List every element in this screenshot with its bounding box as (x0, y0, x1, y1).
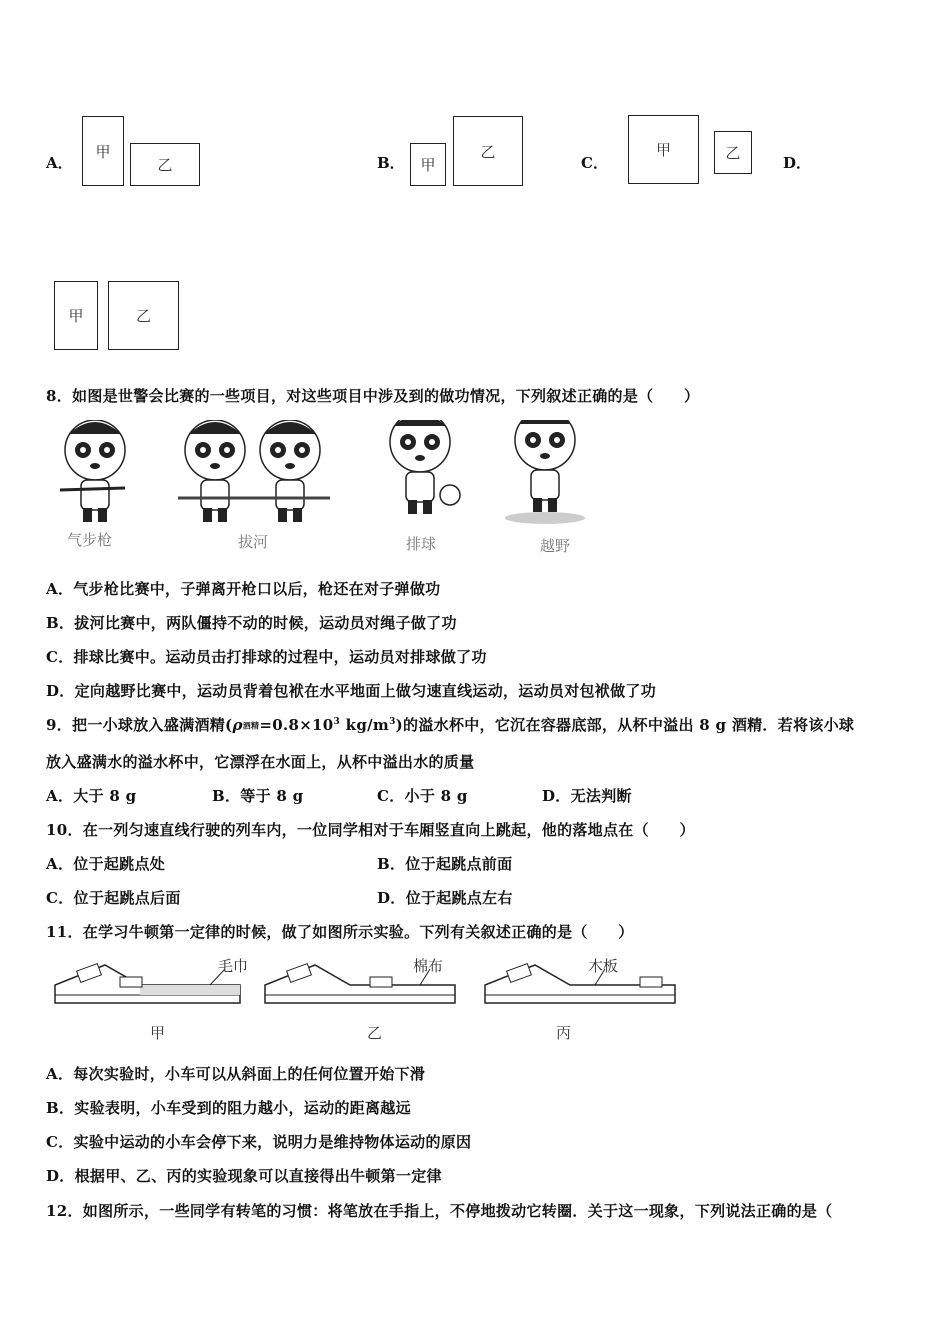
q9-option-b: B．等于 8 g (212, 787, 304, 805)
q8-option-b: B．拔河比赛中，两队僵持不动的时候，运动员对绳子做了功 (46, 614, 457, 632)
surface-towel: 毛巾 (218, 957, 249, 975)
panda-volleyball (390, 420, 460, 514)
q10-option-a: A．位于起跳点处 (46, 855, 166, 873)
q7-d-box-yi: 乙 (108, 281, 179, 350)
panda-orienteering (505, 420, 585, 524)
q7-a-box-jia: 甲 (82, 116, 124, 186)
q8-stem: 8．如图是世警会比赛的一些项目，对这些项目中涉及到的做功情况，下列叙述正确的是（ ） (46, 387, 700, 405)
q11-figure (50, 955, 680, 1020)
ramp-wood (485, 964, 675, 1003)
q11-option-d: D．根据甲、乙、丙的实验现象可以直接得出牛顿第一定律 (46, 1167, 442, 1185)
q11-option-c: C．实验中运动的小车会停下来，说明力是维持物体运动的原因 (46, 1133, 472, 1151)
q7-c-box-jia: 甲 (628, 115, 699, 184)
label-yi: 乙 (367, 1024, 383, 1042)
q9-stem (46, 714, 854, 735)
label-bing: 丙 (556, 1024, 572, 1042)
q7-c-box-yi: 乙 (714, 131, 752, 174)
q8-option-c: C．排球比赛中。运动员击打排球的过程中，运动员对排球做了功 (46, 648, 487, 666)
q9-stem-unit-exp: 3 (389, 717, 396, 727)
q7-option-a-label: A． (46, 154, 73, 172)
q10-stem: 10．在一列匀速直线行驶的列车内，一位同学相对于车厢竖直向上跳起，他的落地点在（ ） (46, 821, 695, 839)
q9-option-d: D．无法判断 (542, 787, 632, 805)
caption-volleyball: 排球 (406, 535, 437, 553)
q7-option-c-label: C． (581, 154, 608, 172)
q11-option-a: A．每次实验时，小车可以从斜面上的任何位置开始下滑 (46, 1065, 426, 1083)
q9-stem-line2: 放入盛满水的溢水杯中，它漂浮在水面上，从杯中溢出水的质量 (46, 753, 475, 771)
caption-orienteering: 越野 (540, 537, 571, 555)
q8-figure (50, 420, 610, 560)
q7-option-d-label: D． (783, 154, 812, 172)
panda-air-rifle (60, 420, 125, 522)
q7-a-box-yi: 乙 (130, 143, 200, 186)
surface-wood: 木板 (588, 957, 619, 975)
q7-b-box-yi: 乙 (453, 116, 523, 186)
q9-stem-pre: 9．把一小球放入盛满酒精( (46, 716, 233, 734)
q10-option-c: C．位于起跳点后面 (46, 889, 181, 907)
caption-air-rifle: 气步枪 (67, 531, 113, 549)
q8-option-d: D．定向越野比赛中，运动员背着包袱在水平地面上做匀速直线运动，运动员对包袱做了功 (46, 682, 657, 700)
q11-option-b: B．实验表明，小车受到的阻力越小，运动的距离越远 (46, 1099, 411, 1117)
q9-option-a: A．大于 8 g (46, 787, 137, 805)
surface-cotton: 棉布 (413, 957, 444, 975)
q9-option-c: C．小于 8 g (377, 787, 468, 805)
q11-stem: 11．在学习牛顿第一定律的时候，做了如图所示实验。下列有关叙述正确的是（ ） (46, 923, 634, 941)
q10-option-b: B．位于起跳点前面 (377, 855, 513, 873)
q10-option-d: D．位于起跳点左右 (377, 889, 513, 907)
q12-stem: 12．如图所示，一些同学有转笔的习惯：将笔放在手指上，不停地拨动它转圈．关于这一现象，下列说法正确的是（ (46, 1202, 833, 1220)
q9-rho-sub: 酒精 (242, 720, 260, 731)
q9-stem-unit: kg/m (340, 716, 390, 734)
q7-b-box-jia: 甲 (410, 143, 446, 186)
q9-stem-exp: 3 (333, 717, 341, 727)
ramp-towel (55, 964, 240, 1003)
q9-stem-post: )的溢水杯中，它沉在容器底部，从杯中溢出 8 g 酒精．若将该小球 (395, 716, 855, 734)
q7-d-box-jia: 甲 (54, 281, 98, 350)
q9-rho: ρ (232, 716, 243, 734)
q8-option-a: A．气步枪比赛中，子弹离开枪口以后，枪还在对子弹做功 (46, 580, 441, 598)
q7-option-b-label: B． (377, 154, 405, 172)
q9-stem-val: =0.8×10 (259, 716, 334, 734)
label-jia: 甲 (150, 1024, 166, 1042)
panda-tug-of-war (178, 420, 330, 522)
caption-tug-of-war: 拔河 (238, 533, 269, 551)
